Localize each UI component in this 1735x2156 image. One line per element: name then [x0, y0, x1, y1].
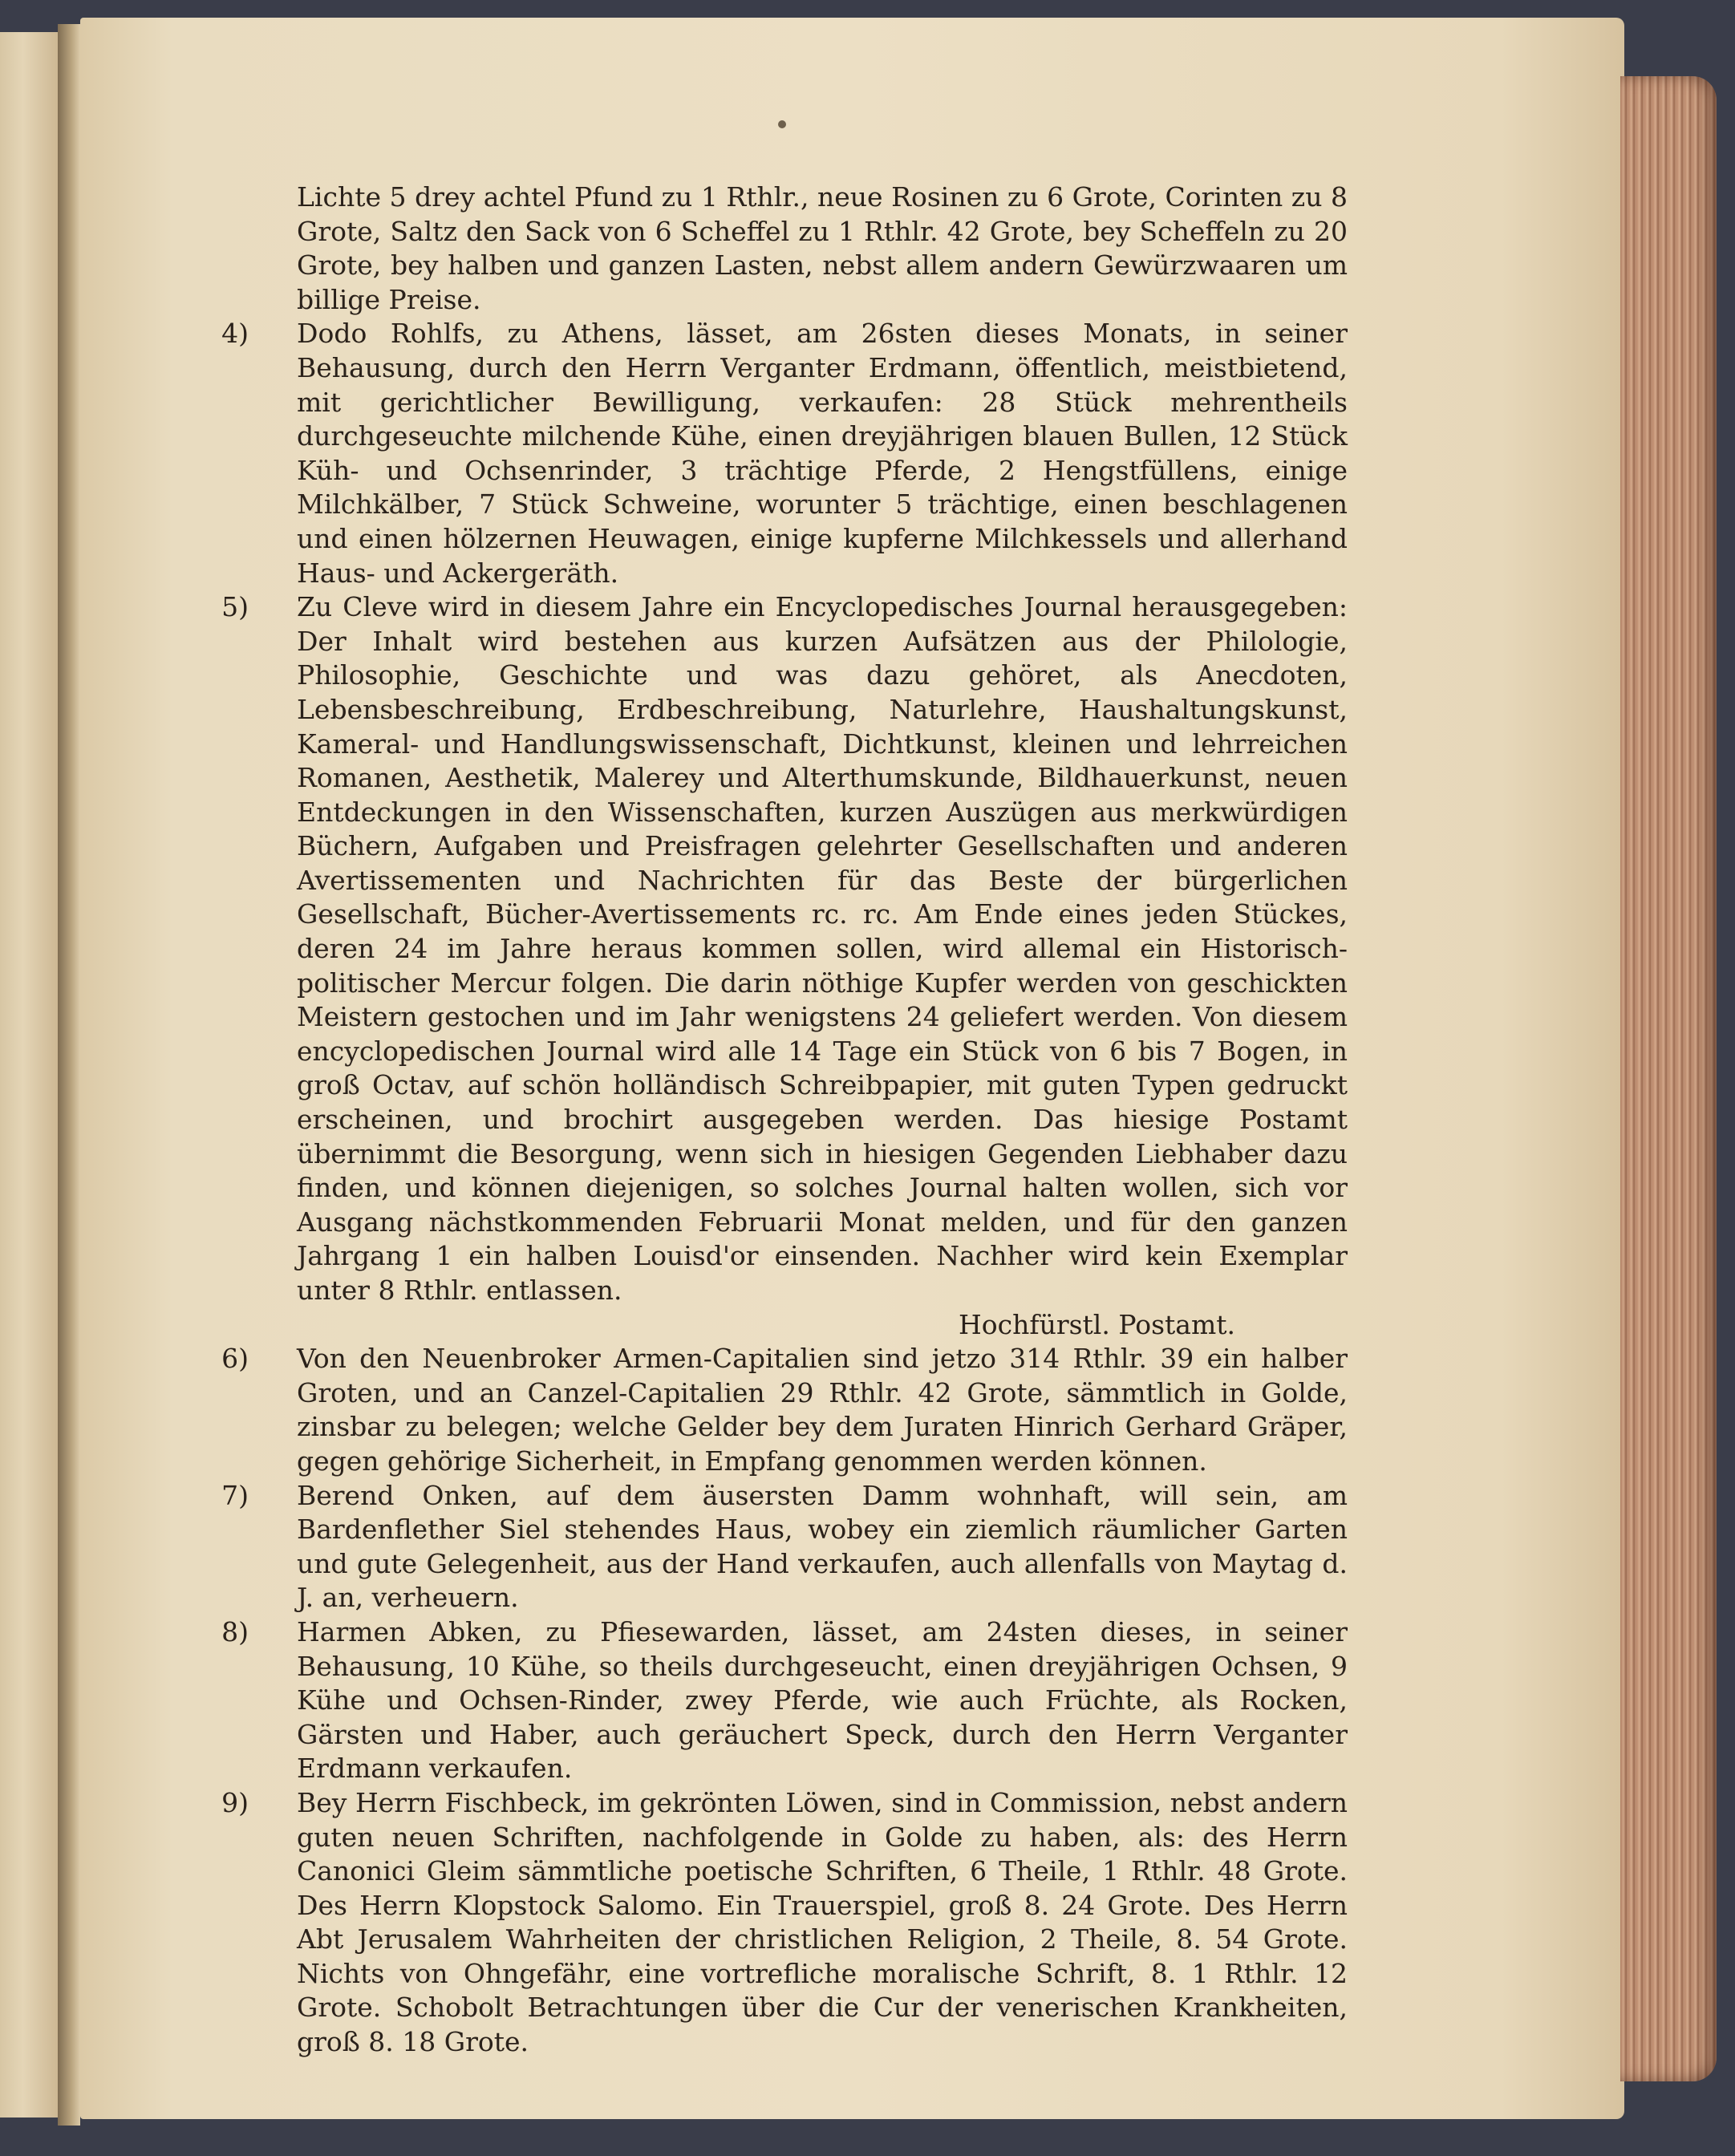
ink-spot — [778, 120, 786, 128]
entry-text: Von den Neuenbroker Armen-Capitalien sind jetzo 314 Rthlr. 39 ein halber Groten, und an Canzel-Capitalien 29 Rthlr. 42 Grote, sämmtlich in Golde, zinsbar zu belegen; welche Gelder bey dem Juraten Hinrich Gerhard Gräper, gegen gehörige Sicherheit, in Empfang genommen werden können. — [297, 1343, 1348, 1477]
entry-number: 8) — [221, 1615, 249, 1647]
entry-5 — [221, 590, 1348, 1342]
entry-8 — [221, 1615, 1348, 1786]
book-gutter — [58, 24, 80, 2126]
entry-number: 4) — [221, 318, 249, 350]
entry-text: Bey Herrn Fischbeck, im gekrönten Löwen, sind in Commission, nebst andern guten neuen Schriften, nachfolgende in Golde zu haben, als: des Herrn Canonici Gleim sämmtliche poetische Schriften, 6 Theile, 1 Rthlr. 48 Grote. Des Herrn Klopstock Salomo. Ein Trauerspiel, groß 8. 24 Grote. Des Herrn Abt Jerusalem Wahrheiten der christlichen Religion, 2 Theile, 8. 54 Grote. Nichts von Ohngefähr, eine vortrefliche moralische Schrift, 8. 1 Rthlr. 12 Grote. Schobolt Betrachtungen über die Cur der venerischen Krankheiten, groß 8. 18 Grote. — [297, 1786, 1348, 2058]
entry-number: 5) — [221, 591, 249, 623]
left-page-edge — [0, 32, 60, 2118]
entry-text: Zu Cleve wird in diesem Jahre ein Encyclopedisches Journal herausgegeben: Der Inhalt wird bestehen aus kurzen Aufsätzen aus der Philologie, Philosophie, Geschichte und was dazu gehöret, als Anecdoten, Lebensbeschreibung, Erdbeschreibung, Naturlehre, Haushaltungskunst, Kameral- und Handlungswissenschaft, Dichtkunst, kleinen und lehrreichen Romanen, Aesthetik, Malerey und Alterthumskunde, Bildhauerkunst, neuen Entdeckungen in den Wissenschaften, kurzen Auszügen aus merkwürdigen Büchern, Aufgaben und Preisfragen gelehrter Gesellschaften und anderen Avertissementen und Nachrichten für das Beste der bürgerlichen Gesellschaft, Bücher-Avertissements rc. rc. Am Ende eines jeden Stückes, deren 24 im Jahre heraus kommen sollen, wird allemal ein Historisch-politischer Mercur folgen. Die darin nöthige Kupfer werden von geschickten Meistern gestochen und im Jahr wenigstens 24 geliefert werden. Von diesem encyclopedischen Journal wird alle 14 Tage ein Stück von 6 bis 7 Bogen, in groß Octav, auf schön holländisch Schreibpapier, mit guten Typen gedruckt erscheinen, und brochirt ausgegeben werden. Das hiesige Postamt übernimmt die Besorgung, wenn sich in hiesigen Gegenden Liebhaber dazu finden, und können diejenigen, so solches Journal halten wollen, sich vor Ausgang nächstkommenden Februarii Monat melden, und für den ganzen Jahrgang 1 ein halben Louisd'or einsenden. Nachher wird kein Exemplar unter 8 Rthlr. entlassen. — [297, 591, 1348, 1306]
entry-9 — [221, 1786, 1348, 2060]
page-text — [221, 180, 1348, 2060]
entry-7 — [221, 1479, 1348, 1615]
entry-text: Harmen Abken, zu Pfiesewarden, lässet, am 24sten dieses, in seiner Behausung, 10 Kühe, so theils durchgeseucht, einen dreyjährigen Ochsen, 9 Kühe und Ochsen-Rinder, zwey Pferde, wie auch Früchte, als Rocken, Gärsten und Haber, auch geräuchert Speck, durch den Herrn Verganter Erdmann verkaufen. — [297, 1615, 1348, 1785]
page-edges — [1620, 76, 1717, 2081]
entry-text: Lichte 5 drey achtel Pfund zu 1 Rthlr., neue Rosinen zu 6 Grote, Corinten zu 8 Grote, Saltz den Sack von 6 Scheffel zu 1 Rthlr. 42 Grote, bey Scheffeln zu 20 Grote, bey halben und ganzen Lasten, nebst allem andern Gewürzwaaren um billige Preise. — [297, 181, 1348, 315]
entry-signature: Hochfürstl. Postamt. — [958, 1308, 1235, 1340]
entry-text: Berend Onken, auf dem äusersten Damm wohnhaft, will sein, am Bardenflether Siel stehendes Haus, wobey ein ziemlich räumlicher Garten und gute Gelegenheit, aus der Hand verkaufen, auch allenfalls von Maytag d. J. an, verheuern. — [297, 1479, 1348, 1614]
entry-4 — [221, 317, 1348, 590]
entry-number: 7) — [221, 1479, 249, 1511]
entry-continuation — [265, 180, 1348, 317]
entry-number: 9) — [221, 1786, 249, 1818]
entry-text: Dodo Rohlfs, zu Athens, lässet, am 26sten dieses Monats, in seiner Behausung, durch den Herrn Verganter Erdmann, öffentlich, meistbietend, mit gerichtlicher Bewilligung, verkaufen: 28 Stück mehrentheils durchgeseuchte milchende Kühe, einen dreyjährigen blauen Bullen, 12 Stück Küh- und Ochsenrinder, 3 trächtige Pferde, 2 Hengstfüllens, einige Milchkälber, 7 Stück Schweine, worunter 5 trächtige, einen beschlagenen und einen hölzernen Heuwagen, einige kupferne Milchkessels und allerhand Haus- und Ackergeräth. — [297, 318, 1348, 589]
entry-number: 6) — [221, 1343, 249, 1375]
entry-6 — [221, 1342, 1348, 1478]
